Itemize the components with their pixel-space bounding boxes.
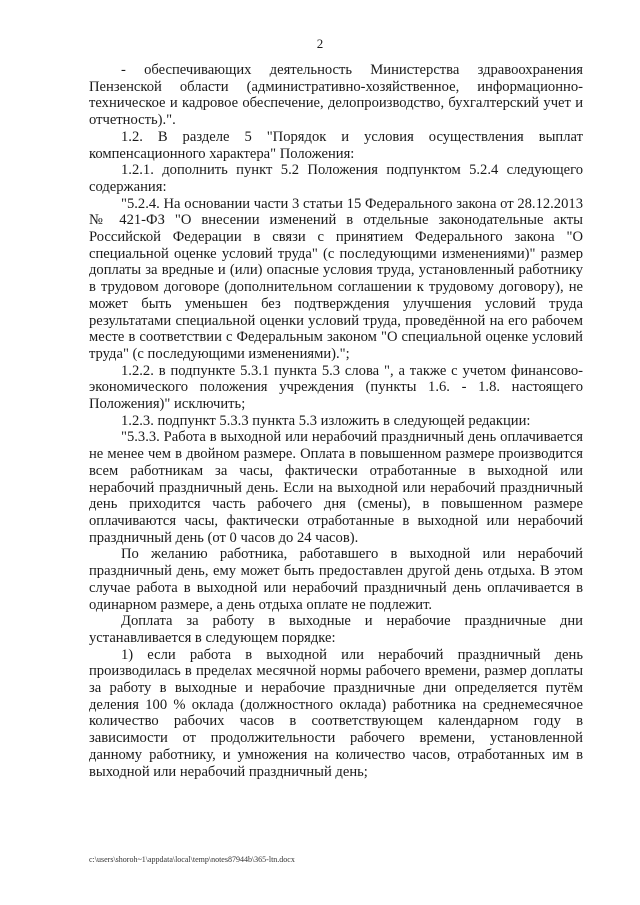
paragraph-1-2: 1.2. В разделе 5 "Порядок и условия осуществления выплат компенсационного характера" Положения:	[89, 128, 583, 162]
paragraph-1-2-2: 1.2.2. в подпункте 5.3.1 пункта 5.3 слова ", а также с учетом финансово-экономического положения учреждения (пункты 1.6. - 1.8. настоящего Положения)" исключить;	[89, 362, 583, 413]
paragraph-1-2-3: 1.2.3. подпункт 5.3.3 пункта 5.3 изложить в следующей редакции:	[121, 412, 531, 429]
paragraph-5-3-3: "5.3.3. Работа в выходной или нерабочий праздничный день оплачивается не менее чем в двойном размере. Оплата в повышенном размере производится всем работникам за часы, фактически отработанные в выходной или нерабочий праздничный день. Если на выходной или нерабочий праздничный день приходится часть рабочего дня (смены), в повышенном размере оплачиваются часы, фактически отработанные в выходной или нерабочий праздничный день (от 0 часов до 24 часов).	[89, 429, 583, 546]
document-body	[89, 62, 583, 780]
paragraph-payment-order: Доплата за работу в выходные и нерабочие праздничные дни устанавливается в следующем порядке:	[89, 613, 583, 646]
paragraph-continuation: - обеспечивающих деятельность Министерства здравоохранения Пензенской области (административно-хозяйственное, информационно-техническое и кадровое обеспечение, делопроизводство, бухгалтерский учет и отчетность).".	[89, 62, 583, 129]
paragraph-item-1: 1) если работа в выходной или нерабочий праздничный день производилась в пределах месячной нормы рабочего времени, размер доплаты за работу в выходные и нерабочие праздничные дни определяется путём деления 100 % оклада (должностного оклада) работника на среднемесячное количество рабочих часов в соответствующем календарном году в зависимости от продолжительности рабочего времени, установленной данному работнику, и умножения на количество часов, отработанных им в выходной или нерабочий праздничный день;	[89, 646, 583, 780]
footer-file-path: c:\users\shoroh~1\appdata\local\temp\notes87944b\365-ltn.docx	[89, 855, 295, 864]
page-number: 2	[316, 36, 324, 51]
paragraph-5-2-4: "5.2.4. На основании части 3 статьи 15 Федерального закона от 28.12.2013 № 421-ФЗ "О внесении изменений в отдельные законодательные акты Российской Федерации в связи с принятием Федерального закона "О специальной оценке условий труда" (с последующими изменениями)" размер доплаты за вредные и (или) опасные условия труда, установленный работнику в трудовом договоре (дополнительном соглашении к трудовому договору), не может быть уменьшен без подтверждения улучшения условий труда результатами специальной оценки условий труда, проведённой на его рабочем месте в соответствии с Федеральным законом "О специальной оценке условий труда" (с последующими изменениями).";	[89, 195, 583, 362]
paragraph-day-off-option: По желанию работника, работавшего в выходной или нерабочий праздничный день, ему может быть предоставлен другой день отдыха. В этом случае работа в выходной или нерабочий праздничный день оплачивается в одинарном размере, а день отдыха оплате не подлежит.	[89, 546, 583, 613]
paragraph-1-2-1: 1.2.1. дополнить пункт 5.2 Положения подпунктом 5.2.4 следующего содержания:	[89, 162, 583, 195]
